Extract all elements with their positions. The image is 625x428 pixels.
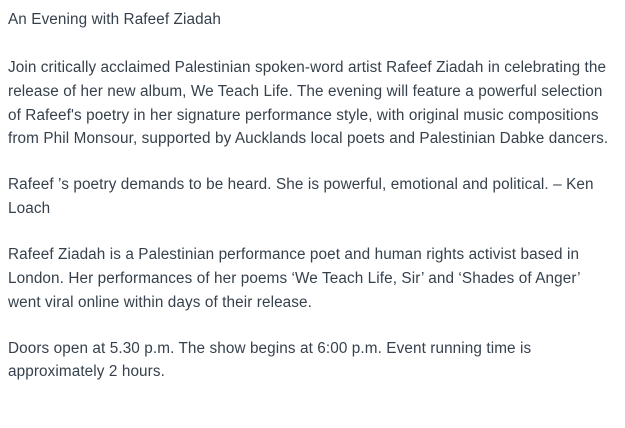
event-paragraph-1: Join critically acclaimed Palestinian spoken-word artist Rafeef Ziadah in celebrating the release of her new album, We Teach Life. The evening will feature a powerful selection of Rafeef's poetry in her signature performance style, with original music compositions from Phil Monsour, supported by Aucklands local poets and Palestinian Dabke dancers. — [8, 58, 609, 148]
event-body — [8, 8, 611, 384]
event-title: An Evening with Rafeef Ziadah — [8, 11, 221, 28]
event-timing-info: Doors open at 5.30 p.m. The show begins at 6:00 p.m. Event running time is approximately 2 hours. — [8, 339, 532, 381]
event-quote: Rafeef ’s poetry demands to be heard. She is powerful, emotional and political. – Ken Loach — [8, 176, 594, 218]
event-paragraph-2: Rafeef Ziadah is a Palestinian performance poet and human rights activist based in London. Her performances of her poems ‘We Teach Life, Sir’ and ‘Shades of Anger’ went viral online within days of their release. — [8, 246, 581, 311]
